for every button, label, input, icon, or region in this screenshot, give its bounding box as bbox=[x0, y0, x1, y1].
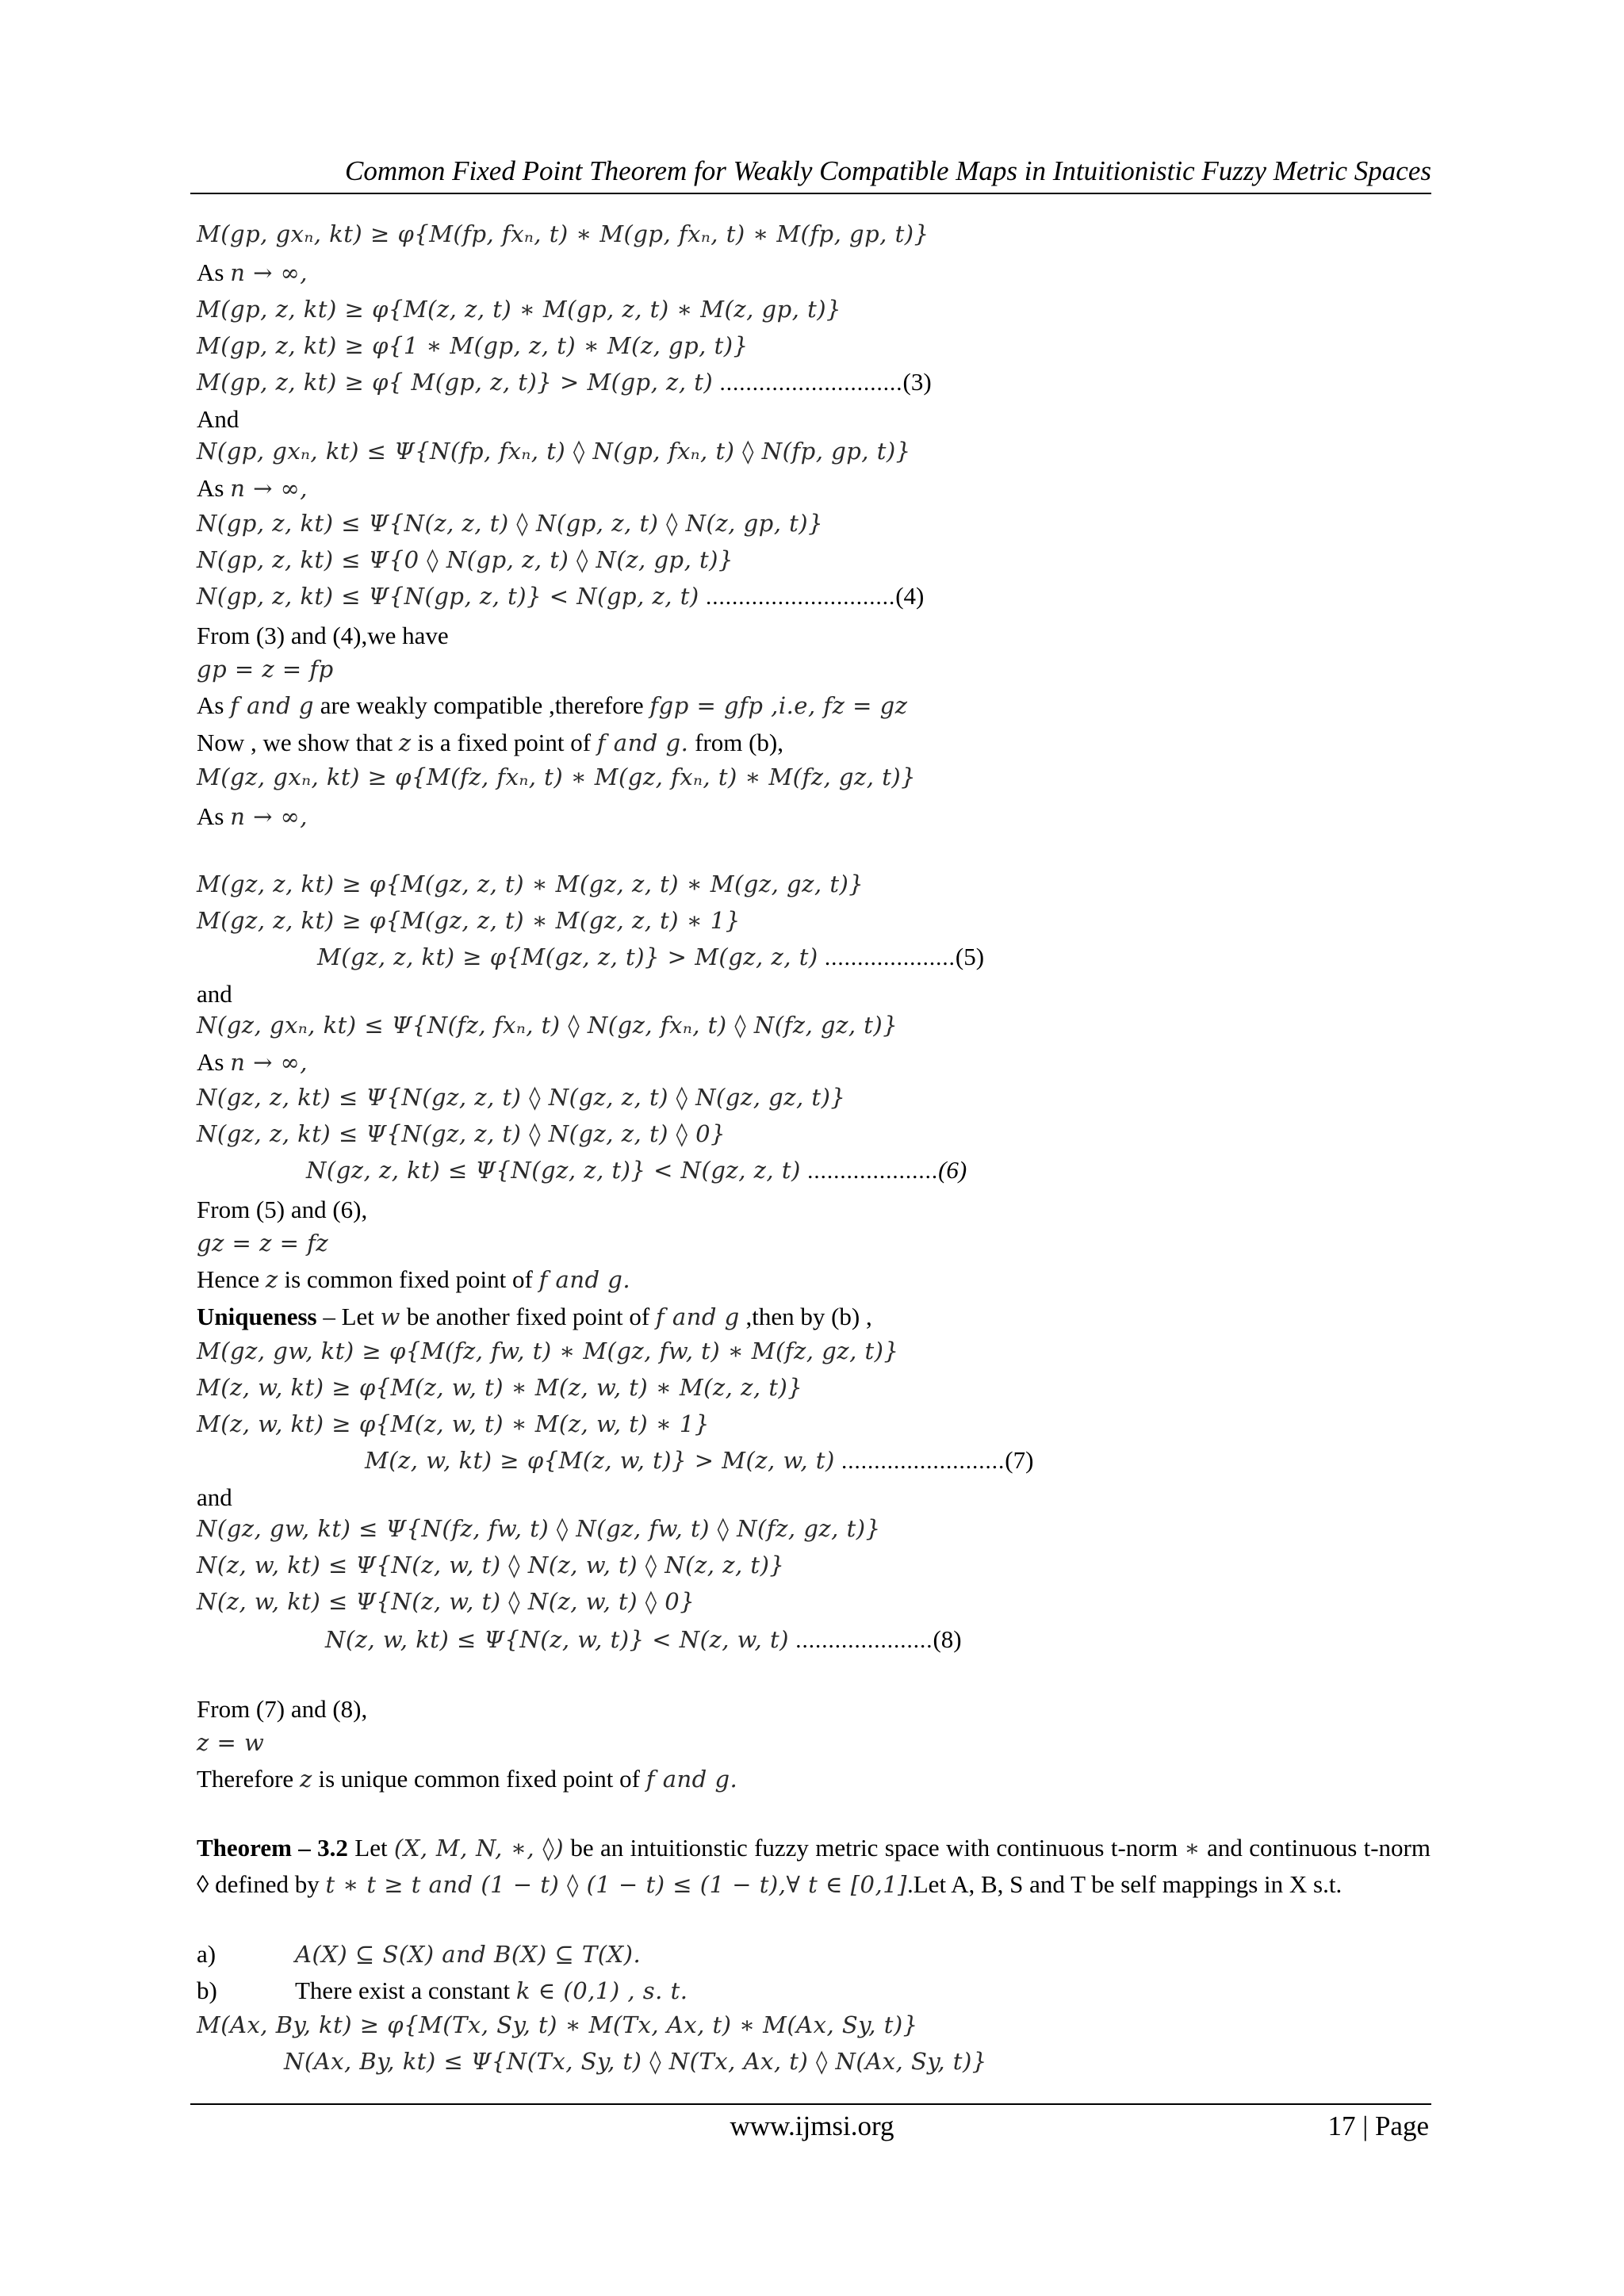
equation-line: M(gz, gw, kt) ≥ φ{M(fz, fw, t) ∗ M(gz, fw, t) ∗ M(fz, gz, t)} bbox=[197, 1337, 899, 1364]
text-line: Hence z is common fixed point of f and g. bbox=[197, 1265, 631, 1293]
numbered-equation: M(gp, z, kt) ≥ φ{ M(gp, z, t)} > M(gp, z, t) ............................(3) bbox=[197, 368, 932, 396]
theorem-statement: Theorem – 3.2 Let (X, M, N, ∗, ◊) be an intuitionstic fuzzy metric space with continuous t-norm ∗ and continuous t-norm ◊ defined by t ∗ t ≥ t and (1 − t) ◊ (1 − t) ≤ (1 − t),∀ t ∈ [0,1].Let A, B, S and T be self mappings in X s.t. bbox=[197, 1834, 1431, 1898]
equation-line: N(gp, z, kt) ≤ Ψ{N(z, z, t) ◊ N(gp, z, t) ◊ N(z, gp, t)} bbox=[197, 510, 824, 537]
equation-line: M(z, w, kt) ≥ φ{M(z, w, t) ∗ M(z, w, t) ∗ M(z, z, t)} bbox=[197, 1374, 803, 1401]
equation-line: M(Ax, By, kt) ≥ φ{M(Tx, Sy, t) ∗ M(Tx, Ax, t) ∗ M(Ax, Sy, t)} bbox=[197, 2011, 918, 2038]
equation-line: gz = z = fz bbox=[197, 1230, 329, 1257]
equation-line: M(gz, z, kt) ≥ φ{M(gz, z, t) ∗ M(gz, z, t) ∗ 1} bbox=[197, 907, 741, 934]
footer-rule bbox=[190, 2103, 1431, 2105]
text-line: Uniqueness – Let w be another fixed point of f and g ,then by (b) , bbox=[197, 1303, 872, 1330]
text-line: As n → ∞, bbox=[197, 474, 308, 502]
equation-number: (6) bbox=[938, 1156, 967, 1184]
equation-line: gp = z = fp bbox=[197, 656, 334, 683]
equation-line: N(gp, gxₙ, kt) ≤ Ψ{N(fp, fxₙ, t) ◊ N(gp, fxₙ, t) ◊ N(fp, gp, t)} bbox=[197, 438, 911, 465]
equation-line: N(gz, gw, kt) ≤ Ψ{N(fz, fw, t) ◊ N(gz, fw, t) ◊ N(fz, gz, t)} bbox=[197, 1515, 881, 1542]
text-line: From (5) and (6), bbox=[197, 1196, 368, 1223]
numbered-equation: M(z, w, kt) ≥ φ{M(z, w, t)} > M(z, w, t) .........................(7) bbox=[365, 1446, 1034, 1474]
equation-number: (5) bbox=[955, 943, 985, 970]
numbered-equation: M(gz, z, kt) ≥ φ{M(gz, z, t)} > M(gz, z, t) ....................(5) bbox=[317, 943, 985, 970]
equation-line: N(gz, z, kt) ≤ Ψ{N(gz, z, t) ◊ N(gz, z, t) ◊ N(gz, gz, t)} bbox=[197, 1084, 846, 1111]
text-line: As n → ∞, bbox=[197, 1048, 308, 1076]
text-line: From (7) and (8), bbox=[197, 1695, 368, 1723]
equation-line: z = w bbox=[197, 1729, 265, 1756]
text-line: And bbox=[197, 405, 239, 433]
equation-line: N(gz, z, kt) ≤ Ψ{N(gz, z, t) ◊ N(gz, z, t) ◊ 0} bbox=[197, 1120, 726, 1147]
text-line: As f and g are weakly compatible ,therefore fgp = gfp ,i.e, fz = gz bbox=[197, 691, 908, 719]
equation-line: N(Ax, By, kt) ≤ Ψ{N(Tx, Sy, t) ◊ N(Tx, Ax, t) ◊ N(Ax, Sy, t)} bbox=[284, 2048, 987, 2075]
page-number: 17 | Page bbox=[1327, 2110, 1429, 2141]
numbered-equation: N(gz, z, kt) ≤ Ψ{N(gz, z, t)} < N(gz, z, t) ....................(6) bbox=[306, 1156, 967, 1184]
running-header-title: Common Fixed Point Theorem for Weakly Compatible Maps in Intuitionistic Fuzzy Metric Spaces bbox=[345, 155, 1431, 186]
equation-line: M(gp, gxₙ, kt) ≥ φ{M(fp, fxₙ, t) ∗ M(gp, fxₙ, t) ∗ M(fp, gp, t)} bbox=[197, 220, 929, 247]
footer-url: www.ijmsi.org bbox=[730, 2110, 894, 2141]
text-line: and bbox=[197, 980, 232, 1008]
equation-number: (8) bbox=[933, 1625, 962, 1653]
equation-line: M(gz, z, kt) ≥ φ{M(gz, z, t) ∗ M(gz, z, t) ∗ M(gz, gz, t)} bbox=[197, 871, 864, 897]
equation-line: M(gz, gxₙ, kt) ≥ φ{M(fz, fxₙ, t) ∗ M(gz, fxₙ, t) ∗ M(fz, gz, t)} bbox=[197, 763, 917, 790]
equation-line: N(gz, gxₙ, kt) ≤ Ψ{N(fz, fxₙ, t) ◊ N(gz, fxₙ, t) ◊ N(fz, gz, t)} bbox=[197, 1012, 898, 1039]
equation-line: N(z, w, kt) ≤ Ψ{N(z, w, t) ◊ N(z, w, t) ◊ N(z, z, t)} bbox=[197, 1552, 785, 1578]
equation-line: N(gp, z, kt) ≤ Ψ{0 ◊ N(gp, z, t) ◊ N(z, gp, t)} bbox=[197, 546, 733, 573]
header-rule bbox=[190, 193, 1431, 194]
numbered-equation: N(gp, z, kt) ≤ Ψ{N(gp, z, t)} < N(gp, z, t) .............................(4) bbox=[197, 582, 925, 610]
equation-line: M(gp, z, kt) ≥ φ{M(z, z, t) ∗ M(gp, z, t) ∗ M(z, gp, t)} bbox=[197, 296, 841, 323]
equation-number: (4) bbox=[895, 582, 925, 610]
text-line: As n → ∞, bbox=[197, 802, 308, 830]
text-line: and bbox=[197, 1483, 232, 1511]
condition-a: a) A(X) ⊆ S(X) and B(X) ⊆ T(X). bbox=[197, 1940, 642, 1968]
equation-number: (3) bbox=[902, 368, 932, 396]
theorem-label: Theorem – 3.2 bbox=[197, 1834, 348, 1862]
text-line: From (3) and (4),we have bbox=[197, 622, 449, 649]
equation-number: (7) bbox=[1005, 1446, 1034, 1474]
equation-line: N(z, w, kt) ≤ Ψ{N(z, w, t) ◊ N(z, w, t) ◊ 0} bbox=[197, 1588, 695, 1615]
text-line: Therefore z is unique common fixed point of f and g. bbox=[197, 1765, 738, 1793]
numbered-equation: N(z, w, kt) ≤ Ψ{N(z, w, t)} < N(z, w, t) .....................(8) bbox=[325, 1625, 962, 1653]
condition-b: b) There exist a constant k ∈ (0,1) , s. t. bbox=[197, 1976, 688, 2004]
equation-line: M(gp, z, kt) ≥ φ{1 ∗ M(gp, z, t) ∗ M(z, gp, t)} bbox=[197, 332, 749, 359]
text-line: Now , we show that z is a fixed point of f and g. from (b), bbox=[197, 729, 783, 756]
text-line: As n → ∞, bbox=[197, 258, 308, 286]
equation-line: M(z, w, kt) ≥ φ{M(z, w, t) ∗ M(z, w, t) ∗ 1} bbox=[197, 1410, 710, 1437]
